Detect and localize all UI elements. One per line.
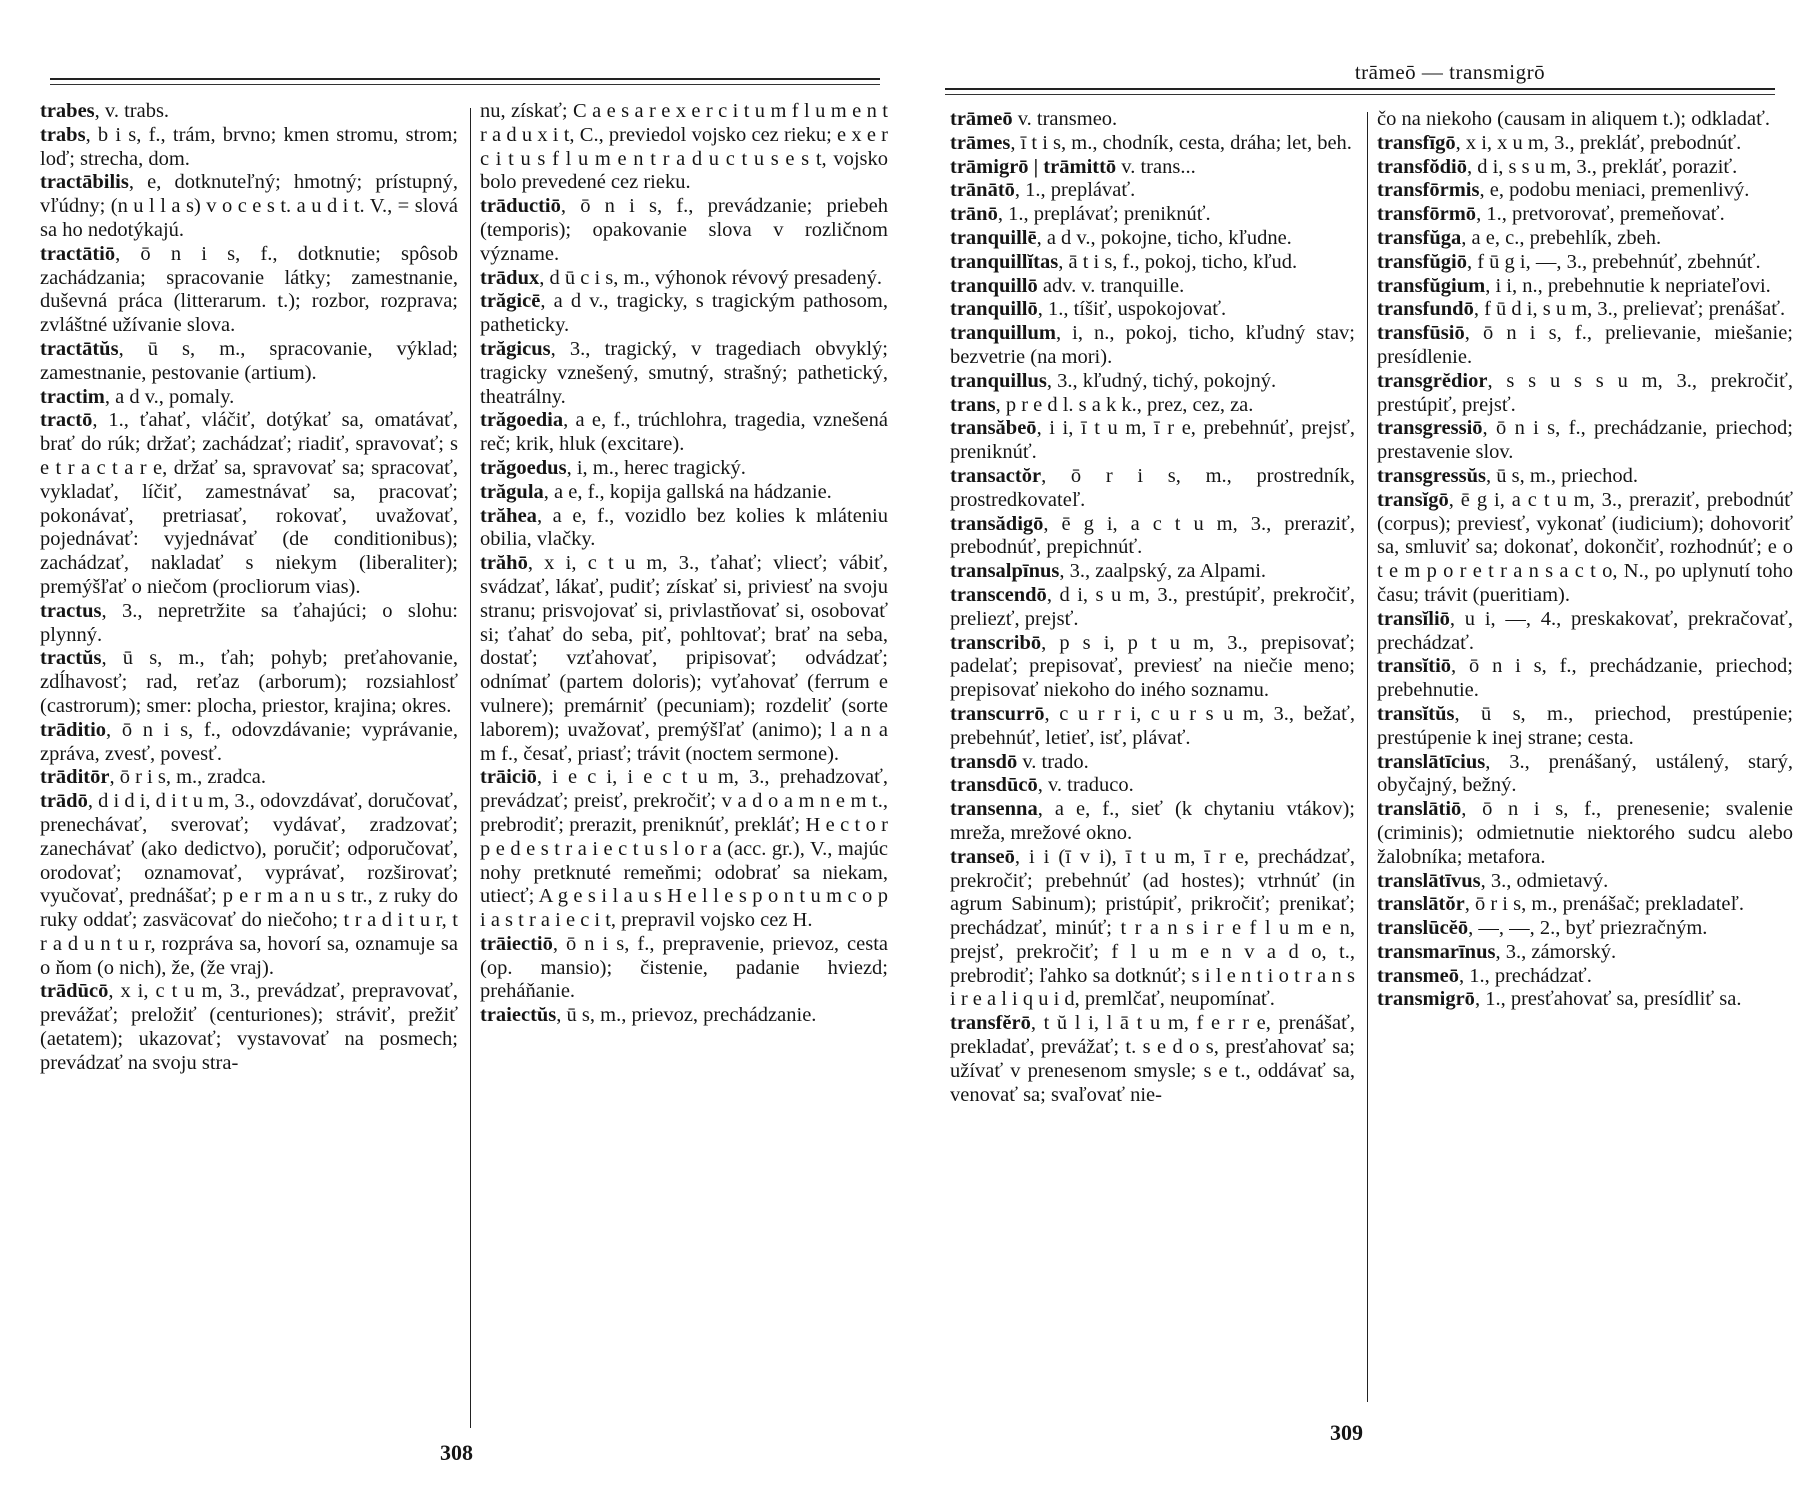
- entry-definition: , ē g i, a c t u m, 3., preraziť, prebodnúť, prepichnúť.: [950, 512, 1355, 559]
- entry-definition: , ū s, m., ťah; pohyb; preťahovanie, zdĺhavosť; rad, reťaz (arborum); rozsiahlosť (castrorum); smer: plocha, priestor, krajina; okres.: [40, 647, 458, 717]
- entry-definition: , d ū c i s, m., výhonok révový presadený.: [539, 266, 882, 289]
- dictionary-entry: [950, 132, 1355, 156]
- dictionary-entry: [480, 195, 888, 266]
- running-header: trāmeō — transmigrō: [1354, 60, 1546, 84]
- entry-headword: tractābilis: [40, 171, 129, 194]
- entry-headword: tranquillē: [950, 226, 1037, 249]
- entry-definition: , 3., zaalpský, za Alpami.: [1059, 560, 1267, 583]
- dictionary-entry: [40, 980, 458, 1075]
- dictionary-entry: [480, 100, 888, 195]
- entry-definition: , d i, s s u m, 3., prekláť, poraziť.: [1466, 155, 1738, 178]
- entry-headword: trăhō: [480, 552, 528, 575]
- entry-definition: čo na niekoho (causam in aliquem t.); odkladať.: [1377, 108, 1771, 130]
- entry-headword: trādūcō: [40, 980, 109, 1003]
- entry-definition: , ā t i s, f., pokoj, ticho, kľud.: [1058, 250, 1298, 273]
- dictionary-entry: [1377, 417, 1793, 465]
- dictionary-entry: [480, 552, 888, 766]
- dictionary-entry: [950, 417, 1355, 465]
- dictionary-entry: [1377, 203, 1793, 227]
- entry-definition: , ū s, m., priechod.: [1485, 464, 1638, 487]
- entry-headword: tranquillum: [950, 322, 1056, 345]
- entry-definition: , ō n i s, f., odovzdávanie; vyprávanie, zpráva, zvesť, povesť.: [40, 718, 458, 765]
- entry-headword: transalpīnus: [950, 560, 1060, 583]
- entry-definition: , ū s, m., spracovanie, výklad; zamestnanie, pestovanie (artium).: [40, 337, 458, 384]
- entry-definition: , 1., preplávať.: [1014, 179, 1136, 202]
- entry-headword: transfŏdiō: [1377, 155, 1467, 178]
- entry-definition: , e, dotknuteľný; hmotný; prístupný, vľúdny; (n u l l a s) v o c e s t. a u d i t. V., = slová sa ho nedotýkajú.: [40, 171, 458, 241]
- dictionary-entry: [480, 290, 888, 338]
- entry-headword: transĭtiō: [1377, 655, 1452, 678]
- dictionary-entry: [40, 647, 458, 718]
- entry-definition: , d i d i, d i t u m, 3., odovzdávať, doručovať, prenechávať, sverovať; vydávať, zradzovať; zanechávať (ako dedictvo), poručiť; odporučovať, orodovať; oznamovať, vyprávať, rozširovať; vyučovať, prednášať; p e r m a n u s tr., z ruky do ruky oddať; zasväcovať do niečoho; t r a d i t u r, t r a d u n t u r, rozpráva sa, hovorí sa, oznamuje sa o ňom (o nich), že, (že vraj).: [40, 790, 458, 979]
- entry-headword: transactŏr: [950, 464, 1042, 487]
- entry-headword: transgrĕdior: [1377, 369, 1488, 392]
- entry-headword: trādō: [40, 790, 88, 813]
- entry-definition: , ō r i s, m., prostredník, prostredkovateľ.: [950, 464, 1355, 511]
- entry-definition: , i e c i, i e c t u m, 3., prehadzovať, prevádzať; preisť, prekročiť; v a d o a m n e m t., prebrodiť; prerazit, preniknúť, prekláť; H e c t o r p e d e s t r a i e c t u s l o r a (acc. gr.), V., majúc nohy pretknuté remeňmi; odobrať sa niekam, utiecť; A g e s i l a u s H e l l e s p o n t u m c o p i a s t r a i e c i t, prepravil vojsko cez H.: [480, 766, 888, 932]
- dictionary-entry: [950, 156, 1355, 180]
- entry-definition: , a e, c., prebehlík, zbeh.: [1461, 226, 1662, 249]
- entry-definition: , 3., prenášaný, ustálený, starý, obyčajný, bežný.: [1377, 750, 1793, 797]
- dictionary-entry: [1377, 988, 1793, 1012]
- entry-definition: v. trans...: [1116, 155, 1196, 178]
- entry-headword: trādux: [480, 266, 540, 289]
- entry-headword: transfundō: [1377, 298, 1474, 321]
- entry-definition: , i i, n., prebehnutie k nepriateľovi.: [1485, 274, 1771, 297]
- entry-definition: v. trado.: [1017, 750, 1089, 773]
- dictionary-entry: [1377, 465, 1793, 489]
- entry-headword: trāmeō: [950, 108, 1013, 130]
- entry-headword: trabs: [40, 123, 86, 146]
- dictionary-entry: [1377, 965, 1793, 989]
- entry-headword: trăhea: [480, 504, 537, 527]
- entry-definition: , ō r i s, m., prenášač; prekladateľ.: [1464, 893, 1744, 916]
- entry-headword: tranquillus: [950, 369, 1047, 392]
- dictionary-entry: [480, 481, 888, 505]
- entry-definition: , a d v., pomaly.: [104, 385, 235, 408]
- entry-headword: transgressiō: [1377, 417, 1483, 440]
- entry-headword: transfŭgiō: [1377, 250, 1467, 273]
- entry-definition: , 1., tíšiť, uspokojovať.: [1037, 298, 1227, 321]
- column-left-1: [40, 100, 458, 1076]
- dictionary-entry: [40, 338, 458, 386]
- entry-definition: , 1., pretvorovať, premeňovať.: [1476, 203, 1725, 226]
- top-rule: [945, 88, 1775, 90]
- entry-definition: , p s i, p t u m, 3., prepisovať; padelať; prepisovať, previesť na niečie meno; prepisovať niekoho do iného soznamu.: [950, 631, 1355, 702]
- column-right-2: [1377, 108, 1793, 1012]
- entry-definition: , ō n i s, f., prelievanie, miešanie; presídlenie.: [1377, 322, 1793, 368]
- entry-definition: , ū s, m., priechod, prestúpenie; prestúpenie k inej strane; cesta.: [1377, 702, 1793, 749]
- dictionary-entry: [480, 505, 888, 553]
- dictionary-entry: [480, 409, 888, 457]
- dictionary-entry: [1377, 298, 1793, 322]
- dictionary-entry: [950, 846, 1355, 1013]
- entry-definition: nu, získať; C a e s a r e x e r c i t u m f l u m e n t r a d u x i t, C., previedol vojsko cez rieku; e x e r c i t u s f l u m e n t r a d u c t u s e s t, vojsko bolo prevedené cez rieku.: [480, 100, 888, 194]
- entry-headword: transădigō: [950, 512, 1044, 535]
- entry-definition: , ē g i, a c t u m, 3., preraziť, prebodnúť (corpus); previesť, vykonať (iudicium); dohovoriť sa, smluviť sa; dokonať, dokončiť, rozhodnúť; e o t e m p o r e t r a n s a c t o, N., po uplynutí toho času; trávit (pueritiam).: [1377, 488, 1793, 606]
- entry-headword: transfōrmis: [1377, 179, 1480, 202]
- entry-headword: transfōrmō: [1377, 203, 1477, 226]
- entry-headword: trăgoedus: [480, 456, 567, 479]
- dictionary-entry: [480, 1004, 888, 1028]
- entry-definition: , u i, —, 4., preskakovať, prekračovať, prechádzať.: [1377, 607, 1793, 654]
- dictionary-entry: [1377, 489, 1793, 608]
- dictionary-entry: [480, 267, 888, 291]
- entry-headword: traiectŭs: [480, 1004, 557, 1027]
- entry-definition: , ī t i s, m., chodník, cesta, dráha; let, beh.: [1010, 131, 1352, 154]
- entry-definition: , f ū g i, —, 3., prebehnúť, zbehnúť.: [1466, 250, 1761, 273]
- dictionary-entry: [1377, 251, 1793, 275]
- entry-definition: , ō n i s, f., prechádzanie, priechod; prebehnutie.: [1377, 655, 1793, 702]
- entry-definition: , c u r r i, c u r s u m, 3., bežať, prebehnúť, letieť, isť, plávať.: [950, 702, 1355, 749]
- entry-definition: , i, n., pokoj, ticho, kľudný stav; bezvetrie (na mori).: [950, 322, 1355, 368]
- entry-headword: transăbeō: [950, 417, 1037, 440]
- dictionary-entry: [40, 600, 458, 648]
- entry-definition: , ō n i s, f., dotknutie; spôsob zachádzania; spracovanie látky; zamestnanie, duševná práca (litterarum. t.); rozbor, rozprava; zvláštné užívanie slova.: [40, 242, 458, 337]
- entry-definition: , ō r i s, m., zradca.: [109, 766, 266, 789]
- dictionary-entry: [1377, 870, 1793, 894]
- dictionary-entry: [950, 798, 1355, 846]
- entry-definition: , 3., tragický, v tragediach obvyklý; tragicky vznešený, smutný, strašný; pathetický, theatrálny.: [480, 337, 888, 408]
- dictionary-entry: [950, 584, 1355, 632]
- entry-definition: , f ū d i, s u m, 3., prelievať; prenášať.: [1473, 298, 1786, 321]
- entry-definition: , p r e d l. s a k k., prez, cez, za.: [995, 393, 1254, 416]
- entry-headword: transfŭga: [1377, 226, 1462, 249]
- dictionary-entry: [950, 108, 1355, 132]
- entry-headword: tractim: [40, 385, 105, 408]
- dictionary-entry: [40, 790, 458, 980]
- dictionary-entry: [40, 719, 458, 767]
- entry-headword: trabes: [40, 100, 95, 122]
- entry-definition: , b i s, f., trám, brvno; kmen stromu, strom; loď; strecha, dom.: [40, 123, 458, 170]
- dictionary-entry: [40, 243, 458, 338]
- top-rule: [50, 78, 880, 80]
- entry-headword: transeō: [950, 845, 1015, 868]
- entry-definition: , x i, x u m, 3., prekláť, prebodnúť.: [1455, 131, 1742, 154]
- entry-headword: transĭliō: [1377, 607, 1450, 630]
- dictionary-entry: [950, 703, 1355, 751]
- dictionary-entry: [1377, 798, 1793, 869]
- dictionary-entry: [950, 203, 1355, 227]
- dictionary-entry: [950, 227, 1355, 251]
- entry-definition: , a e, f., trúchlohra, tragedia, vznešená reč; krik, hluk (excitare).: [480, 409, 888, 456]
- dictionary-entry: [950, 251, 1355, 275]
- dictionary-entry: [950, 275, 1355, 299]
- entry-headword: translātiō: [1377, 798, 1462, 821]
- column-divider: [1367, 112, 1368, 1402]
- dictionary-entry: [950, 560, 1355, 584]
- dictionary-entry: [1377, 703, 1793, 751]
- entry-definition: , ō n i s, f., prevádzanie; priebeh (temporis); opakovanie slova v rozličnom význame.: [480, 195, 888, 265]
- column-right-1: [950, 108, 1355, 1107]
- dictionary-entry: [950, 298, 1355, 322]
- entry-definition: v. transmeo.: [1012, 108, 1118, 130]
- entry-definition: , a e, f., vozidlo bez kolies k mláteniu obilia, vlačky.: [480, 504, 888, 551]
- entry-definition: , x i, c t u m, 3., ťahať; vliecť; vábiť, svádzať, lákať, pudiť; získať si, priviesť na svoju stranu; prisvojovať si, privlastňovať si, osobovať si; ťahať do seba, piť, pohltovať; brať na seba, dostať; vzťahovať, pripisovať; odvádzať; odnímať (partem doloris); vyťahovať (ferrum e vulnere); premárniť (pecuniam); rozdeliť (sorte laborem); uvažovať, premýšľať (animo); l a n a m f., česať, priasť; trávit (noctem sermone).: [480, 552, 888, 765]
- entry-headword: transmigrō: [1377, 988, 1475, 1011]
- dictionary-entry: [1377, 608, 1793, 656]
- entry-headword: transfūsiō: [1377, 322, 1465, 345]
- entry-definition: , ū s, m., prievoz, prechádzanie.: [556, 1004, 817, 1027]
- entry-headword: trăgula: [480, 480, 544, 503]
- entry-definition: , 1., presťahovať sa, presídliť sa.: [1474, 988, 1742, 1011]
- entry-headword: trāditio: [40, 718, 107, 741]
- dictionary-entry: [40, 766, 458, 790]
- page-number: 309: [1330, 1420, 1363, 1445]
- top-rule-thin: [945, 94, 1775, 95]
- entry-definition: , ō n i s, f., prepravenie, prievoz, cesta (op. mansio); čistenie, padanie hviezd; preháňanie.: [480, 932, 888, 1003]
- entry-headword: trānō: [950, 203, 998, 226]
- dictionary-entry: [1377, 108, 1793, 132]
- entry-headword: transcurrō: [950, 702, 1045, 725]
- entry-headword: translātīvus: [1377, 869, 1481, 892]
- page-number: 308: [440, 1440, 473, 1465]
- entry-definition: , x i, c t u m, 3., prevádzať, prepravovať, prevážať; preložiť (centuriones); stráviť, prežiť (aetatem); ukazovať; vystavovať na posmech; prevádzať na svoju stra-: [40, 980, 458, 1074]
- entry-definition: , 3., kľudný, tichý, pokojný.: [1046, 369, 1277, 392]
- entry-headword: trăgoedia: [480, 409, 564, 432]
- entry-headword: transcribō: [950, 631, 1042, 654]
- entry-definition: , 1., prechádzať.: [1458, 964, 1592, 987]
- entry-definition: , a d v., pokojne, ticho, kľudne.: [1036, 226, 1292, 249]
- entry-definition: , i i (ī v i), ī t u m, ī r e, prechádzať, prekročiť; prebehnúť (ad hostes); vtrhnúť (in agrum Sabinum); pristúpiť, prikročiť; prenikať; prechádzať, minúť; t r a n s i r e f l u m e n, prejsť, prekročiť; f l u m e n v a d o, t., prebrodiť; ľahko sa dotknúť; s i l e n t i o t r a n s i r e a l i q u i d, premlčať, neupomínať.: [950, 845, 1355, 1011]
- entry-headword: transdūcō: [950, 774, 1038, 797]
- dictionary-entry: [40, 386, 458, 410]
- entry-definition: , t ŭ l i, l ā t u m, f e r r e, prenášať, prekladať, prevážať; t. s e d o s, presťahovať sa; užívať v prenesenom smysle; s e t., oddávať sa, venovať sa; svaľovať nie-: [950, 1012, 1355, 1106]
- dictionary-entry: [1377, 227, 1793, 251]
- dictionary-entry: [1377, 893, 1793, 917]
- dictionary-entry: [950, 1012, 1355, 1107]
- entry-headword: transcendō: [950, 583, 1047, 606]
- entry-headword: transdō: [950, 750, 1018, 773]
- entry-definition: , d i, s u m, 3., prestúpiť, prekročiť, preliezť, prejsť.: [950, 583, 1355, 630]
- column-divider: [470, 108, 471, 1428]
- entry-headword: tranquillō: [950, 298, 1038, 321]
- entry-headword: trăgicus: [480, 337, 551, 360]
- entry-definition: , v. traduco.: [1037, 774, 1134, 797]
- entry-headword: translūcĕō: [1377, 917, 1469, 940]
- dictionary-entry: [950, 751, 1355, 775]
- entry-headword: trānātō: [950, 179, 1015, 202]
- entry-headword: trāditōr: [40, 766, 110, 789]
- entry-headword: transfīgō: [1377, 131, 1456, 154]
- entry-headword: transfŭgium: [1377, 274, 1486, 297]
- dictionary-entry: [1377, 156, 1793, 180]
- top-rule-thin: [50, 84, 880, 85]
- entry-headword: trăgicē: [480, 290, 541, 313]
- entry-definition: , 1., ťahať, vláčiť, dotýkať sa, omatávať, brať do rúk; držať; zachádzať; riadiť, spravovať; s e t r a c t a r e, držať sa, spravovať sa; spracovať, vykladať, líčiť, zamestnávať sa, pracovať; pokonávať, pretriasať, rokovať, uvažovať, pojednávať: vyjednávať (de conditionibus); zachádzať, nakladať s niekym (liberaliter); premýšľať o niečom (procliorum vias).: [40, 409, 458, 598]
- entry-definition: , 1., preplávať; preniknúť.: [997, 203, 1211, 226]
- dictionary-entry: [1377, 917, 1793, 941]
- entry-definition: , s s u s s u m, 3., prekročiť, prestúpiť, prejsť.: [1377, 369, 1793, 416]
- dictionary-entry: [1377, 370, 1793, 418]
- entry-headword: trāiciō: [480, 766, 537, 789]
- entry-headword: transmeō: [1377, 964, 1459, 987]
- entry-headword: tractātiō: [40, 242, 116, 265]
- entry-definition: , a e, f., sieť (k chytaniu vtákov); mreža, mrežové okno.: [950, 798, 1355, 844]
- entry-definition: , ō n i s, f., prenesenie; svalenie (criminis); odmietnutie niektorého sudcu alebo žalobníka; metafora.: [1377, 798, 1793, 868]
- right-page: [905, 0, 1810, 1500]
- dictionary-entry: [40, 124, 458, 172]
- dictionary-entry: [1377, 132, 1793, 156]
- entry-headword: tranquillĭtas: [950, 250, 1059, 273]
- entry-definition: , a e, f., kopija gallská na hádzanie.: [543, 480, 832, 503]
- entry-definition: , e, podobu meniaci, premenlivý.: [1479, 179, 1750, 202]
- entry-definition: , —, —, 2., byť priezračným.: [1468, 917, 1708, 940]
- dictionary-entry: [950, 513, 1355, 561]
- entry-headword: tractātŭs: [40, 337, 119, 360]
- entry-headword: trāmes: [950, 131, 1011, 154]
- column-left-2: [480, 100, 888, 1028]
- entry-definition: adv. v. tranquille.: [1037, 274, 1185, 297]
- dictionary-entry: [950, 322, 1355, 370]
- entry-headword: trāmigrō | trāmittō: [950, 155, 1117, 178]
- entry-headword: trāiectiō: [480, 932, 553, 955]
- entry-definition: , i i, ī t u m, ī r e, prebehnúť, prejsť, preniknúť.: [950, 417, 1355, 464]
- dictionary-entry: [40, 409, 458, 599]
- entry-headword: transmarīnus: [1377, 940, 1496, 963]
- dictionary-entry: [1377, 275, 1793, 299]
- dictionary-entry: [480, 766, 888, 933]
- entry-headword: trāductiō: [480, 195, 561, 218]
- entry-definition: , v. trabs.: [94, 100, 170, 122]
- entry-headword: trans: [950, 393, 996, 416]
- entry-definition: , 3., zámorský.: [1495, 940, 1617, 963]
- entry-definition: , 3., nepretržite sa ťahajúci; o slohu: plynný.: [40, 599, 458, 646]
- dictionary-entry: [950, 394, 1355, 418]
- dictionary-entry: [950, 632, 1355, 703]
- dictionary-entry: [480, 338, 888, 409]
- dictionary-entry: [480, 457, 888, 481]
- entry-headword: transenna: [950, 798, 1038, 821]
- entry-definition: , ō n i s, f., prechádzanie, priechod; prestavenie slov.: [1377, 417, 1793, 464]
- entry-headword: tractus: [40, 599, 102, 622]
- entry-headword: tractō: [40, 409, 93, 432]
- dictionary-entry: [1377, 322, 1793, 370]
- entry-headword: transgressŭs: [1377, 464, 1486, 487]
- entry-headword: transfĕrō: [950, 1012, 1031, 1035]
- dictionary-entry: [1377, 655, 1793, 703]
- dictionary-entry: [950, 774, 1355, 798]
- dictionary-entry: [40, 100, 458, 124]
- entry-headword: translātŏr: [1377, 893, 1465, 916]
- entry-definition: , i, m., herec tragický.: [566, 456, 746, 479]
- entry-definition: , a d v., tragicky, s tragickým pathosom, patheticky.: [480, 290, 888, 337]
- entry-headword: transĭtŭs: [1377, 702, 1455, 725]
- dictionary-entry: [950, 465, 1355, 513]
- dictionary-entry: [40, 171, 458, 242]
- entry-headword: tranquillō: [950, 274, 1038, 297]
- dictionary-entry: [950, 370, 1355, 394]
- entry-headword: transĭgō: [1377, 488, 1449, 511]
- dictionary-entry: [1377, 941, 1793, 965]
- entry-headword: translātīcius: [1377, 750, 1486, 773]
- dictionary-entry: [480, 933, 888, 1004]
- entry-headword: tractŭs: [40, 647, 102, 670]
- dictionary-entry: [950, 179, 1355, 203]
- dictionary-entry: [1377, 751, 1793, 799]
- dictionary-entry: [1377, 179, 1793, 203]
- entry-definition: , 3., odmietavý.: [1480, 869, 1609, 892]
